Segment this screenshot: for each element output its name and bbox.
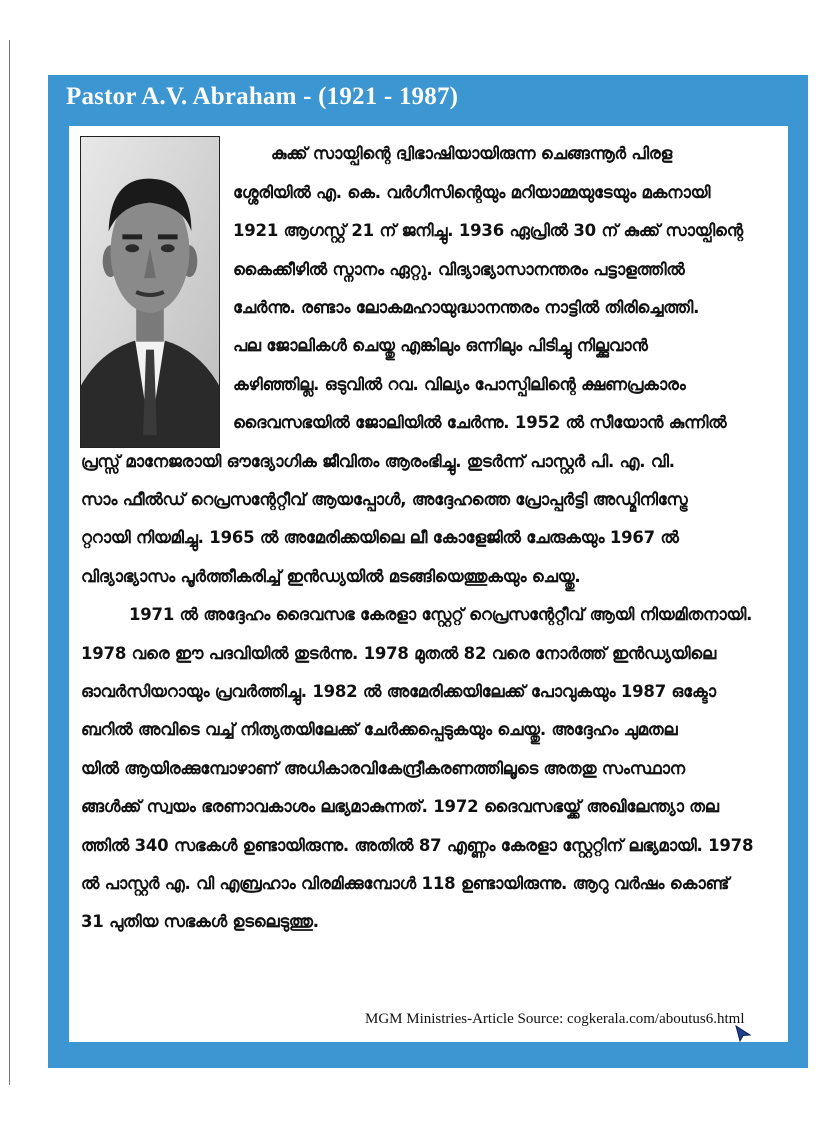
mouse-cursor-icon [734,1024,752,1042]
text-line: യിൽ ആയിരക്കുമ്പോഴാണ് അധികാരവികേന്ദ്രീകരണത്തിലൂടെ അതതു സംസ്ഥാന [81,759,685,778]
text-line: പ്രസ്സ് മാനേജരായി ഔദ്യോഗിക ജീവിതം ആരംഭിച്ചു. തുടർന്ന് പാസ്റ്റർ പി. എ. വി. [81,452,675,471]
text-line: 1921 ആഗസ്റ്റ് 21 ന് ജനിച്ചു. 1936 ഏപ്രിൽ 30 ന് കുക്ക് സായ്പിന്റെ [233,221,743,240]
article-frame [48,75,808,1068]
text-line: കുക്ക് സായ്പിന്റെ ദ്വിഭാഷിയായിരുന്ന ചെങ്ങന്നൂർ പിരള [271,144,673,163]
left-margin-rule [9,40,10,1085]
text-line: ഓവർസിയറായും പ്രവർത്തിച്ചു. 1982 ൽ അമേരിക്കയിലേക്ക് പോവുകയും 1987 ഒക്ടോ [81,682,716,701]
text-line: 1971 ൽ അദ്ദേഹം ദൈവസഭ കേരളാ സ്റ്റേറ്റ് റെപ്രസന്റേറ്റീവ് ആയി നിയമിതനായി. [129,605,753,624]
source-note: MGM Ministries-Article Source: cogkerala.com/aboutus6.html [365,1011,745,1027]
text-line: കഴിഞ്ഞില്ല. ഒടുവിൽ റവ. വില്യം പോസ്പിലിന്റെ ക്ഷണപ്രകാരം [233,375,686,394]
text-line: ത്തിൽ 340 സഭകൾ ഉണ്ടായിരുന്നു. അതിൽ 87 എണ്ണം കേരളാ സ്റ്റേറ്റിന് ലഭ്യമായി. 1978 [81,836,754,855]
text-line: വിദ്യാഭ്യാസം പൂർത്തീകരിച്ച് ഇൻഡ്യയിൽ മടങ്ങിയെത്തുകയും ചെയ്തു. [81,567,581,586]
article-body [69,126,788,1042]
text-line: ബറിൽ അവിടെ വച്ച് നിത്യതയിലേക്ക് ചേർക്കപ്പെടുകയും ചെയ്തു. അദ്ദേഹം ചുമതല [81,720,678,739]
text-line: 31 പുതിയ സഭകൾ ഉടലെടുത്തു. [81,912,319,931]
text-line: സാം ഫീൽഡ് റെപ്രസന്റേറ്റീവ് ആയപ്പോൾ, അദ്ദേഹത്തെ പ്രോപ്പർട്ടി അഡ്മിനിസ്ട്രേ [81,490,688,509]
portrait-photo [80,136,220,448]
text-line: ദൈവസഭയിൽ ജോലിയിൽ ചേർന്നു. 1952 ൽ സീയോൻ കുന്നിൽ [233,413,727,432]
article-title: Pastor A.V. Abraham - (1921 - 1987) [66,83,459,110]
text-line: പല ജോലികൾ ചെയ്തു എങ്കിലും ഒന്നിലും പിടിച്ചു നില്ക്കുവാൻ [233,336,648,355]
text-line: 1978 വരെ ഈ പദവിയിൽ തുടർന്നു. 1978 മുതൽ 82 വരെ നോർത്ത് ഇൻഡ്യയിലെ [81,644,717,663]
text-line: ൽ പാസ്റ്റർ എ. വി എബ്രഹാം വിരമിക്കുമ്പോൾ 118 ഉണ്ടായിരുന്നു. ആറു വർഷം കൊണ്ട് [81,874,730,893]
text-line: ങ്ങൾക്ക് സ്വയം ഭരണാവകാശം ലഭ്യമാകുന്നത്. 1972 ദൈവസഭയ്ക്ക് അഖിലേന്ത്യാ തല [81,797,719,816]
text-line: ചേർന്നു. രണ്ടാം ലോകമഹായുദ്ധാനന്തരം നാട്ടിൽ തിരിച്ചെത്തി. [233,298,700,317]
text-line: കൈക്കീഴിൽ സ്നാനം ഏറ്റു. വിദ്യാഭ്യാസാനന്തരം പട്ടാളത്തിൽ [233,260,685,279]
text-line: ശ്ശേരിയിൽ എ. കെ. വർഗീസിന്റെയും മറിയാമ്മയുടേയും മകനായി [233,183,711,202]
text-line: റ്ററായി നിയമിച്ചു. 1965 ൽ അമേരിക്കയിലെ ലീ കോളേജിൽ ചേരുകയും 1967 ൽ [81,528,679,547]
